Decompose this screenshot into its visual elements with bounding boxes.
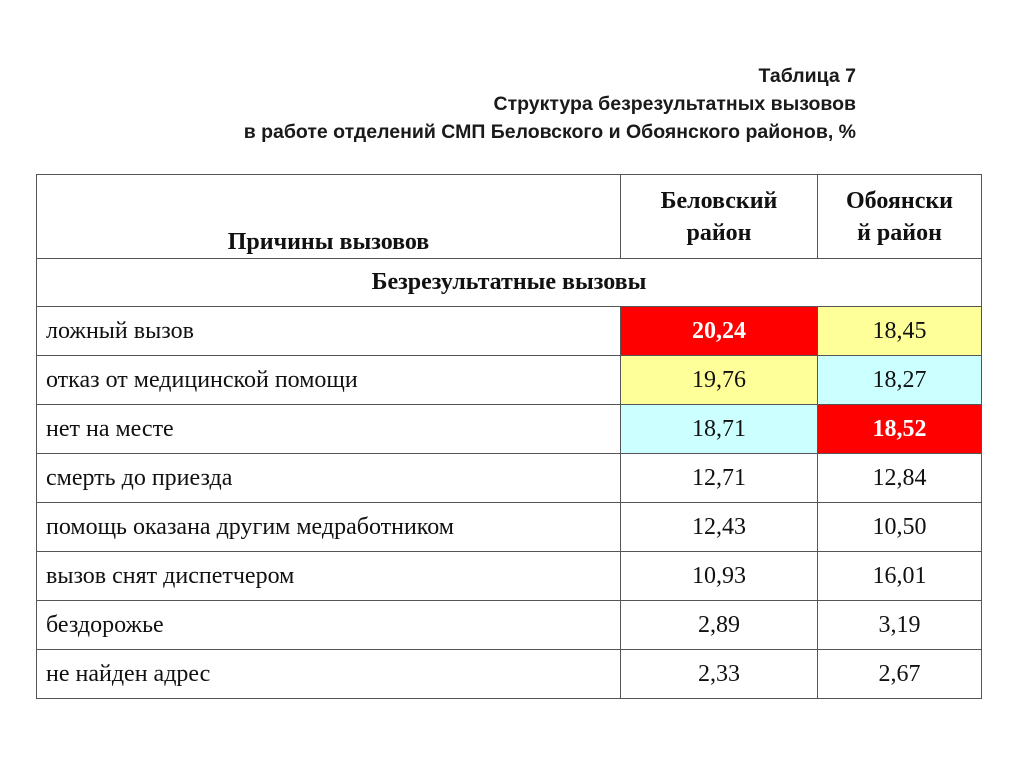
- row-reason: отказ от медицинской помощи: [37, 356, 621, 405]
- row-belovsky-value: 2,33: [621, 650, 818, 699]
- row-oboyansky-value: 18,52: [818, 405, 982, 454]
- table-row: [37, 503, 982, 552]
- header-belovsky-line-1: Беловский: [660, 187, 778, 214]
- table-row: [37, 405, 982, 454]
- row-belovsky-value: 10,93: [621, 552, 818, 601]
- header-belovsky-line-2: район: [686, 219, 752, 246]
- row-belovsky-value: 19,76: [621, 356, 818, 405]
- row-reason: не найден адрес: [37, 650, 621, 699]
- table-row: [37, 307, 982, 356]
- header-oboyansky-line-2: й район: [857, 219, 942, 246]
- row-reason: вызов снят диспетчером: [37, 552, 621, 601]
- section-title: Безрезультатные вызовы: [37, 259, 982, 307]
- header-oboyansky-line-1: Обоянски: [845, 187, 953, 214]
- table-caption: [244, 62, 856, 146]
- row-reason: бездорожье: [37, 601, 621, 650]
- table-row: [37, 601, 982, 650]
- table-row: [37, 454, 982, 503]
- row-reason: ложный вызов: [37, 307, 621, 356]
- table-title-line-2: в работе отделений СМП Беловского и Обоянского районов, %: [243, 121, 856, 143]
- row-belovsky-value: 18,71: [621, 405, 818, 454]
- row-reason: смерть до приезда: [37, 454, 621, 503]
- table-row: [37, 552, 982, 601]
- row-oboyansky-value: 3,19: [818, 601, 982, 650]
- row-reason: нет на месте: [37, 405, 621, 454]
- row-belovsky-value: 12,43: [621, 503, 818, 552]
- row-oboyansky-value: 16,01: [818, 552, 982, 601]
- row-oboyansky-value: 18,27: [818, 356, 982, 405]
- header-reason: Причины вызовов: [37, 175, 621, 259]
- header-belovsky: [621, 175, 818, 259]
- header-row: [37, 175, 982, 259]
- row-reason: помощь оказана другим медработником: [37, 503, 621, 552]
- row-oboyansky-value: 10,50: [818, 503, 982, 552]
- table-row: [37, 356, 982, 405]
- row-belovsky-value: 2,89: [621, 601, 818, 650]
- table-number: Таблица 7: [758, 65, 856, 87]
- data-table: [36, 174, 982, 699]
- row-oboyansky-value: 18,45: [818, 307, 982, 356]
- row-oboyansky-value: 2,67: [818, 650, 982, 699]
- table-row: [37, 650, 982, 699]
- row-belovsky-value: 20,24: [621, 307, 818, 356]
- header-oboyansky: [818, 175, 982, 259]
- section-row: [37, 259, 982, 307]
- row-oboyansky-value: 12,84: [818, 454, 982, 503]
- row-belovsky-value: 12,71: [621, 454, 818, 503]
- table-title-line-1: Структура безрезультатных вызовов: [493, 93, 856, 115]
